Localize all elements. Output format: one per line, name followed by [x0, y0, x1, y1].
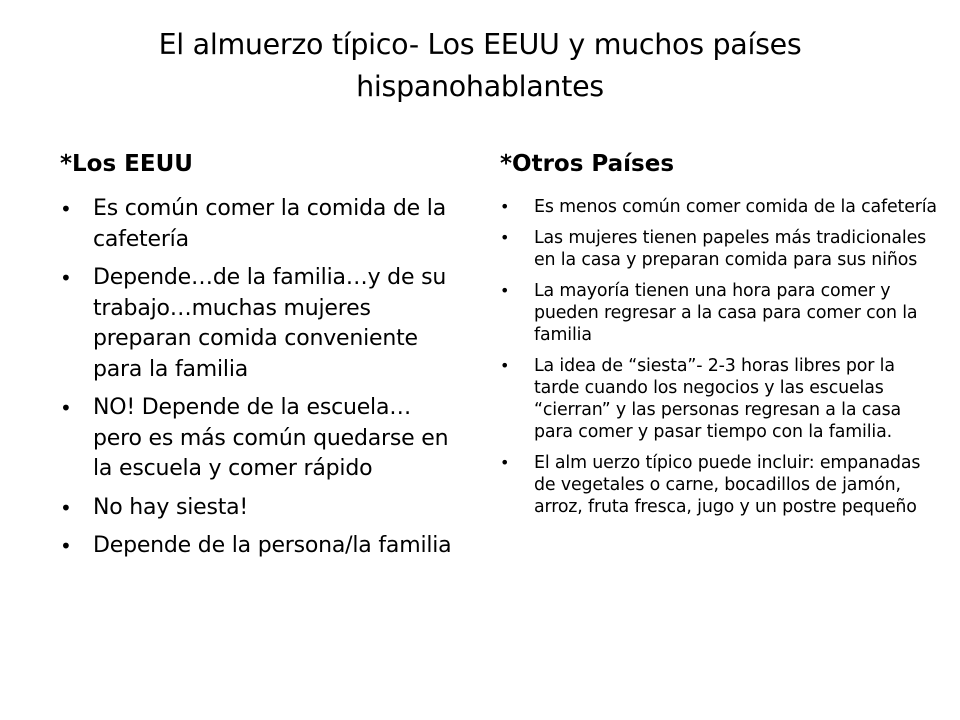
- bullet-icon: •: [500, 356, 510, 375]
- right-column-heading: *Otros Países: [500, 151, 675, 177]
- bullet-icon: •: [500, 281, 510, 300]
- bullet-icon: •: [500, 453, 510, 472]
- list-item: [60, 194, 455, 255]
- list-item-text: Depende de la persona/la familia: [93, 533, 452, 558]
- list-item: [60, 393, 455, 485]
- bullet-icon: •: [60, 495, 72, 520]
- list-item-text: No hay siesta!: [93, 494, 249, 520]
- list-item: [500, 280, 940, 346]
- bullet-icon: •: [60, 396, 72, 420]
- bullet-icon: •: [500, 228, 510, 247]
- list-item: [500, 355, 940, 443]
- list-item: [500, 227, 940, 271]
- right-bullet-list: [500, 196, 940, 527]
- list-item: [500, 452, 940, 518]
- list-item: [60, 493, 455, 524]
- left-bullet-list: [60, 194, 455, 570]
- list-item-text: Es común comer la comida de la cafetería: [93, 196, 446, 252]
- slide-title: El almuerzo típico- Los EEUU y muchos países hispanohablantes: [158, 28, 802, 103]
- list-item-text: Las mujeres tienen papeles más tradicionales en la casa y preparan comida para sus niños: [534, 228, 927, 270]
- list-item-text: Depende…de la familia…y de su trabajo…muchas mujeres preparan comida conveniente para la familia: [93, 265, 447, 382]
- list-item-text: NO! Depende de la escuela…pero es más común quedarse en la escuela y comer rápido: [93, 395, 449, 481]
- bullet-icon: •: [60, 534, 72, 558]
- bullet-icon: •: [60, 266, 72, 290]
- list-item: [60, 531, 455, 562]
- list-item-text: Es menos común comer comida de la cafetería: [534, 197, 937, 217]
- list-item-text: La idea de “siesta”- 2-3 horas libres por la tarde cuando los negocios y las escuelas “cierran” y las personas regresan a la casa para comer y pasar tiempo con la familia.: [534, 356, 902, 442]
- list-item-text: La mayoría tienen una hora para comer y pueden regresar a la casa para comer con la familia: [534, 281, 918, 345]
- list-item: [500, 196, 940, 218]
- left-column-heading: *Los EEUU: [60, 151, 193, 177]
- bullet-icon: •: [60, 197, 72, 221]
- list-item: [60, 263, 455, 385]
- bullet-icon: •: [500, 197, 510, 216]
- list-item-text: El alm uerzo típico puede incluir: empanadas de vegetales o carne, bocadillos de jamón, arroz, fruta fresca, jugo y un postre pequeño: [534, 453, 921, 517]
